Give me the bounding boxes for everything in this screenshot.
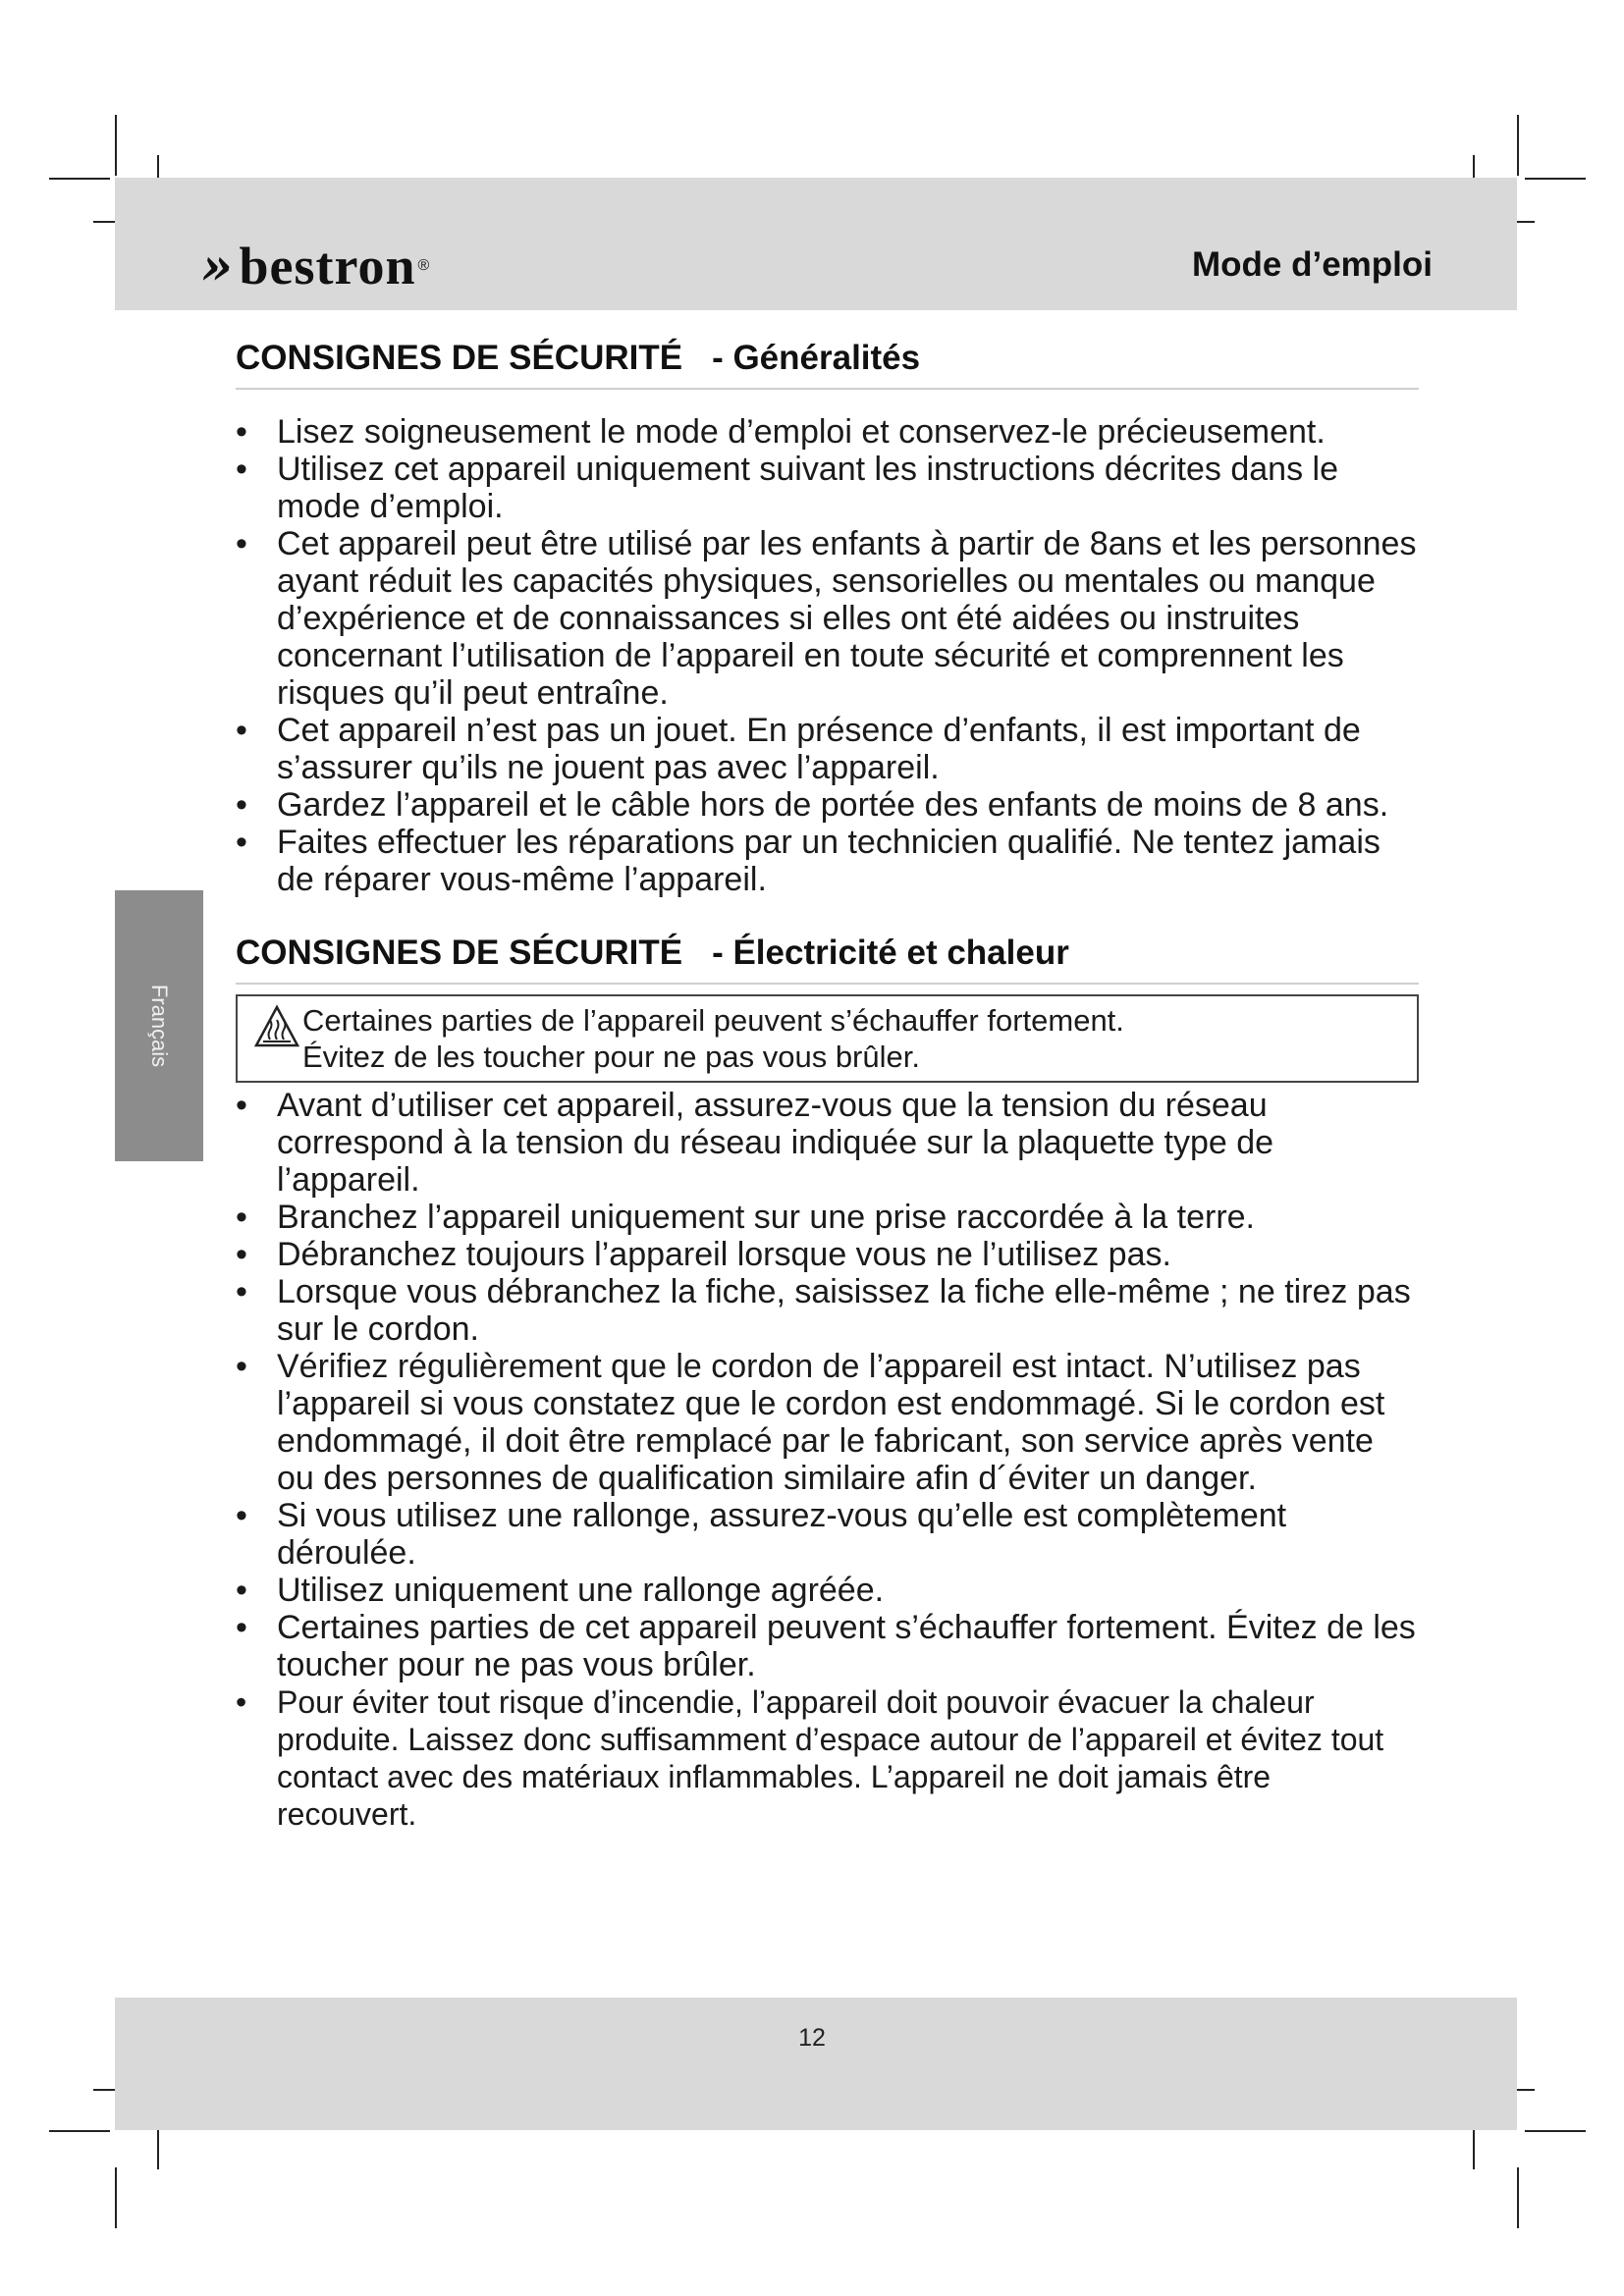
document-title: Mode d’emploi: [1192, 245, 1433, 284]
general-safety-list: [236, 413, 1419, 898]
crop-mark: [1517, 2167, 1519, 2228]
list-item: • Lisez soigneusement le mode d’emploi et conservez-le précieusement.: [236, 413, 1419, 451]
hot-surface-icon: [253, 1004, 300, 1049]
brand-name: bestron: [239, 237, 416, 295]
section-subtitle: - Électricité et chaleur: [712, 934, 1069, 972]
list-item: • Utilisez cet appareil uniquement suivant les instructions décrites dans le mode d’emploi.: [236, 451, 1419, 525]
list-item: • Utilisez uniquement une rallonge agréée.: [236, 1572, 1419, 1609]
list-item: • Lorsque vous débranchez la fiche, saisissez la fiche elle-même ; ne tirez pas sur le cordon.: [236, 1273, 1419, 1348]
language-label: Français: [146, 984, 172, 1068]
list-item: • Cet appareil n’est pas un jouet. En présence d’enfants, il est important de s’assurer qu’ils ne jouent pas avec l’appareil.: [236, 712, 1419, 786]
list-item: • Avant d’utiliser cet appareil, assurez-vous que la tension du réseau correspond à la tension du réseau indiquée sur la plaquette type de l’appareil.: [236, 1087, 1419, 1199]
crop-mark: [49, 2130, 110, 2132]
chevron-logo-icon: »: [194, 236, 230, 296]
crop-mark: [1517, 115, 1519, 176]
warning-line: Évitez de les toucher pour ne pas vous brûler.: [302, 1040, 920, 1074]
section-title: CONSIGNES DE SÉCURITÉ: [236, 934, 683, 972]
list-item: • Branchez l’appareil uniquement sur une prise raccordée à la terre.: [236, 1199, 1419, 1236]
hot-surface-warning: [236, 994, 1419, 1083]
list-item: • Certaines parties de cet appareil peuvent s’échauffer fortement. Évitez de les toucher pour ne pas vous brûler.: [236, 1609, 1419, 1683]
list-item: • Pour éviter tout risque d’incendie, l’appareil doit pouvoir évacuer la chaleur produite. Laissez donc suffisamment d’espace autour de l’appareil et évitez tout contact avec des matériaux inflammables. L’appareil ne doit jamais être recouvert.: [236, 1683, 1419, 1833]
section-subtitle: - Généralités: [712, 339, 921, 377]
list-item: • Cet appareil peut être utilisé par les enfants à partir de 8ans et les personnes ayant réduit les capacités physiques, sensorielles ou mentales ou manque d’expérience et de connaissances si elles ont été aidées ou instruites concernant l’utilisation de l’appareil en toute sécurité et comprennent les risques qu’il peut entraîne.: [236, 525, 1419, 712]
warning-line: Certaines parties de l’appareil peuvent s’échauffer fortement.: [302, 1003, 1124, 1038]
crop-mark: [115, 115, 117, 176]
brand-logo: [194, 236, 430, 296]
crop-mark: [1525, 2130, 1586, 2132]
content: [236, 339, 1419, 1833]
section-electricity: [236, 934, 1419, 1833]
section-title: CONSIGNES DE SÉCURITÉ: [236, 339, 683, 377]
list-item: • Vérifiez régulièrement que le cordon de l’appareil est intact. N’utilisez pas l’appareil si vous constatez que le cordon est endommagé. Si le cordon est endommagé, il doit être remplacé par le fabricant, son service après vente ou des personnes de qualification similaire afin d´éviter un danger.: [236, 1348, 1419, 1497]
language-label-wrap: [115, 890, 203, 1161]
crop-mark: [1525, 178, 1586, 180]
list-item: • Faites effectuer les réparations par un technicien qualifié. Ne tentez jamais de réparer vous-même l’appareil.: [236, 824, 1419, 898]
section-heading-electricity: [236, 934, 1419, 985]
crop-mark: [49, 178, 110, 180]
warning-text: [302, 1002, 1124, 1075]
list-item: • Gardez l’appareil et le câble hors de portée des enfants de moins de 8 ans.: [236, 786, 1419, 824]
section-heading-general: [236, 339, 1419, 390]
crop-mark: [115, 2167, 117, 2228]
registered-icon: ®: [417, 257, 430, 274]
electricity-safety-list: [236, 1087, 1419, 1833]
page-number: 12: [798, 2024, 826, 2052]
list-item: • Si vous utilisez une rallonge, assurez-vous qu’elle est complètement déroulée.: [236, 1497, 1419, 1572]
list-item: • Débranchez toujours l’appareil lorsque vous ne l’utilisez pas.: [236, 1236, 1419, 1273]
footer-band: [115, 1998, 1517, 2130]
